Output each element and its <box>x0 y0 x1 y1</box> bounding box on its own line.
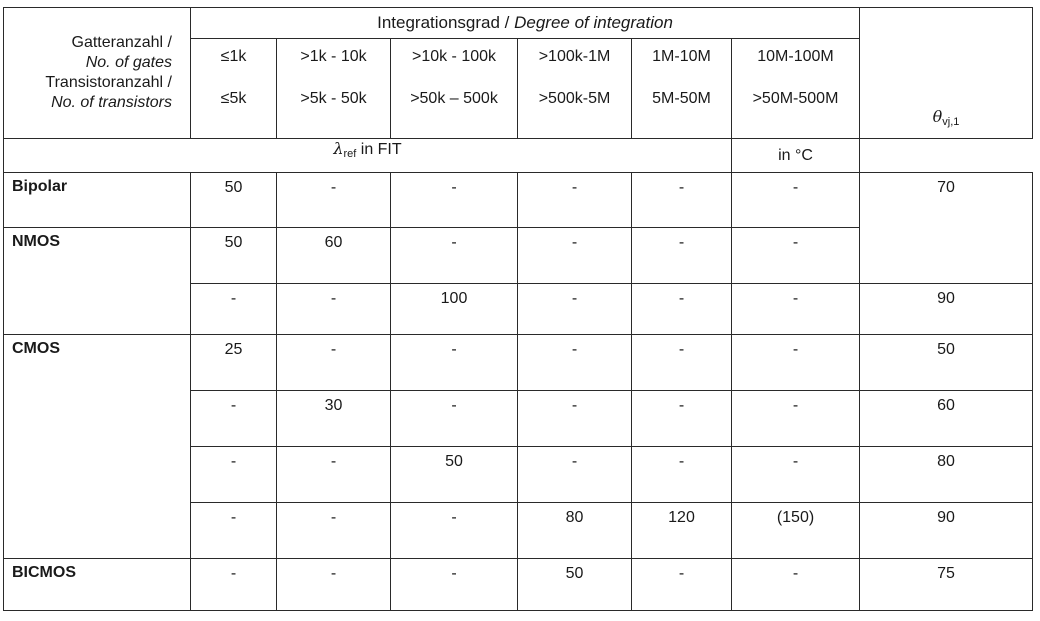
value-cell: - <box>732 391 860 447</box>
value-cell: - <box>518 173 632 228</box>
technology-cell: BICMOS <box>4 559 191 611</box>
theta-symbol: θ <box>932 107 943 126</box>
integration-degree-header <box>191 8 860 39</box>
lambda-subscript: ref <box>343 148 357 160</box>
value-cell: 50 <box>518 559 632 611</box>
value-cell: 60 <box>277 228 391 284</box>
theta-value-cell: 60 <box>860 391 1033 447</box>
transistors-range: >50k – 500k <box>410 90 498 107</box>
value-cell: - <box>277 173 391 228</box>
theta-value-cell: 90 <box>860 284 1033 335</box>
value-cell: 80 <box>518 503 632 559</box>
value-cell: 100 <box>391 284 518 335</box>
theta-unit-cell <box>732 139 860 173</box>
gates-range: >10k - 100k <box>411 48 497 65</box>
gates-label-en: No. of gates <box>85 54 172 71</box>
value-cell: 25 <box>191 335 277 391</box>
value-cell: - <box>391 391 518 447</box>
group-title-de: Integrationsgrad / <box>377 13 515 32</box>
gates-range: >1k - 10k <box>300 48 367 65</box>
transistors-range: >500k-5M <box>538 90 611 107</box>
gates-range: ≤1k <box>220 48 247 65</box>
value-cell: - <box>632 173 732 228</box>
header-label-cell <box>4 8 191 139</box>
theta-header-cell <box>860 8 1033 139</box>
group-title-en: Degree of integration <box>514 13 673 32</box>
header-row-units <box>4 139 1033 173</box>
transistors-range: >50M-500M <box>752 90 839 107</box>
lambda-symbol: λ <box>333 139 344 158</box>
transistors-label-en: No. of transistors <box>51 94 172 111</box>
theta-value-cell: 80 <box>860 447 1033 503</box>
value-cell: - <box>191 447 277 503</box>
value-cell: - <box>391 335 518 391</box>
value-cell: - <box>391 559 518 611</box>
theta-value-cell: 90 <box>860 503 1033 559</box>
value-cell: 120 <box>632 503 732 559</box>
value-cell: - <box>277 335 391 391</box>
value-cell: - <box>191 503 277 559</box>
value-cell: - <box>632 228 732 284</box>
value-cell: - <box>191 559 277 611</box>
value-cell: - <box>732 228 860 284</box>
technology-cell: NMOS <box>4 228 191 335</box>
value-cell: - <box>632 559 732 611</box>
range-cell <box>518 39 632 139</box>
gates-label-de: Gatteranzahl / <box>71 34 172 51</box>
gates-range: 10M-100M <box>757 48 834 65</box>
value-cell: - <box>732 335 860 391</box>
technology-cell: Bipolar <box>4 173 191 228</box>
lambda-unit-cell <box>4 139 732 173</box>
range-cell <box>732 39 860 139</box>
gates-range: >100k-1M <box>538 48 611 65</box>
range-cell <box>191 39 277 139</box>
value-cell: - <box>518 284 632 335</box>
transistors-range: >5k - 50k <box>300 90 367 107</box>
lambda-unit-label: in FIT <box>356 141 402 158</box>
value-cell: - <box>391 173 518 228</box>
transistors-range: ≤5k <box>220 90 247 107</box>
value-cell: - <box>732 559 860 611</box>
theta-value-cell: 70 <box>860 173 1033 284</box>
table-row <box>4 173 1033 228</box>
theta-unit-label: in °C <box>778 146 813 164</box>
theta-subscript: vj,1 <box>942 116 960 128</box>
value-cell: - <box>732 173 860 228</box>
value-cell: 30 <box>277 391 391 447</box>
value-cell: - <box>632 447 732 503</box>
technology-cell: CMOS <box>4 335 191 559</box>
value-cell: (150) <box>732 503 860 559</box>
theta-value-cell: 75 <box>860 559 1033 611</box>
value-cell: - <box>632 391 732 447</box>
value-cell: - <box>632 284 732 335</box>
header-row-group <box>4 8 1033 39</box>
table-row <box>4 335 1033 391</box>
gates-range: 1M-10M <box>652 48 711 65</box>
table-row <box>4 559 1033 611</box>
value-cell: - <box>277 503 391 559</box>
value-cell: - <box>391 503 518 559</box>
reference-failure-rate-table <box>3 7 1033 611</box>
value-cell: - <box>277 284 391 335</box>
range-cell <box>632 39 732 139</box>
value-cell: - <box>191 391 277 447</box>
value-cell: - <box>277 447 391 503</box>
value-cell: - <box>391 228 518 284</box>
value-cell: - <box>518 228 632 284</box>
transistors-label-de: Transistoranzahl / <box>45 74 172 91</box>
value-cell: - <box>632 335 732 391</box>
value-cell: - <box>277 559 391 611</box>
value-cell: 50 <box>191 173 277 228</box>
range-cell <box>391 39 518 139</box>
theta-value-cell: 50 <box>860 335 1033 391</box>
value-cell: - <box>518 447 632 503</box>
value-cell: 50 <box>191 228 277 284</box>
value-cell: - <box>518 335 632 391</box>
value-cell: - <box>191 284 277 335</box>
transistors-range: 5M-50M <box>652 90 711 107</box>
value-cell: 50 <box>391 447 518 503</box>
value-cell: - <box>732 447 860 503</box>
value-cell: - <box>732 284 860 335</box>
value-cell: - <box>518 391 632 447</box>
range-cell <box>277 39 391 139</box>
